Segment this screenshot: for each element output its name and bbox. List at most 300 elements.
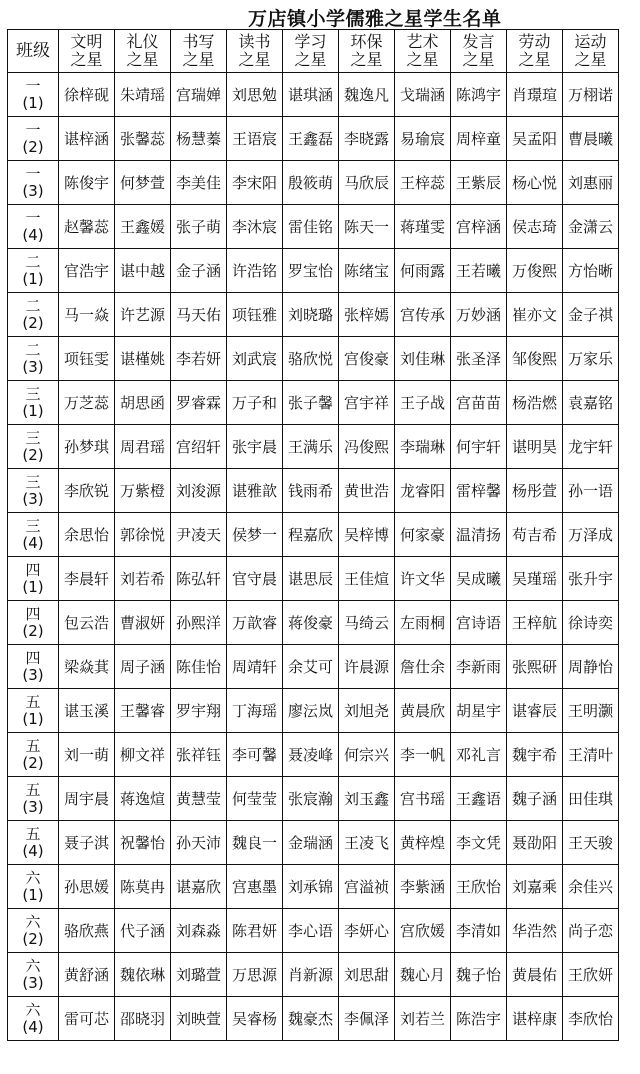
student-name-cell: 孙天沛 bbox=[171, 821, 227, 865]
class-cell bbox=[8, 601, 59, 645]
student-name-cell: 魏子怡 bbox=[451, 953, 507, 997]
student-name-cell: 张熙研 bbox=[507, 645, 563, 689]
student-name-cell: 万俊熙 bbox=[507, 249, 563, 293]
student-name-cell: 金潇云 bbox=[563, 205, 619, 249]
table-row bbox=[8, 117, 619, 161]
student-name-cell: 许艺源 bbox=[115, 293, 171, 337]
header-line1: 艺术 bbox=[406, 32, 439, 51]
header-line1: 发言 bbox=[462, 32, 495, 51]
student-name-cell: 黄梓煌 bbox=[395, 821, 451, 865]
student-name-cell: 陈天一 bbox=[339, 205, 395, 249]
student-name-cell: 吴成曦 bbox=[451, 557, 507, 601]
class-number: (1) bbox=[22, 709, 44, 728]
student-name-cell: 左雨桐 bbox=[395, 601, 451, 645]
student-name-cell: 官浩宇 bbox=[59, 249, 115, 293]
student-name-cell: 杨浩燃 bbox=[507, 381, 563, 425]
student-name-cell: 徐诗奕 bbox=[563, 601, 619, 645]
student-name-cell: 李心语 bbox=[283, 909, 339, 953]
student-name-cell: 周靖轩 bbox=[227, 645, 283, 689]
student-name-cell: 孙思媛 bbox=[59, 865, 115, 909]
header-category bbox=[339, 30, 395, 73]
header-line1: 运动 bbox=[574, 32, 607, 51]
student-name-cell: 方怡晰 bbox=[563, 249, 619, 293]
header-line2: 之星 bbox=[462, 50, 495, 69]
student-name-cell: 周梓童 bbox=[451, 117, 507, 161]
class-cell bbox=[8, 557, 59, 601]
student-name-cell: 骆欣燕 bbox=[59, 909, 115, 953]
student-name-cell: 金子祺 bbox=[563, 293, 619, 337]
student-name-cell: 聂凌峰 bbox=[283, 733, 339, 777]
student-name-cell: 王天骏 bbox=[563, 821, 619, 865]
student-name-cell: 孙一语 bbox=[563, 469, 619, 513]
student-name-cell: 张馨蕊 bbox=[115, 117, 171, 161]
student-name-cell: 万芝蕊 bbox=[59, 381, 115, 425]
student-name-cell: 苟吉希 bbox=[507, 513, 563, 557]
student-name-cell: 李文凭 bbox=[451, 821, 507, 865]
table-row bbox=[8, 161, 619, 205]
class-number: (1) bbox=[22, 401, 44, 420]
student-name-cell: 张梓嫣 bbox=[339, 293, 395, 337]
student-name-cell: 徐梓砚 bbox=[59, 73, 115, 117]
student-name-cell: 魏逸凡 bbox=[339, 73, 395, 117]
student-name-cell: 王清叶 bbox=[563, 733, 619, 777]
student-name-cell: 杨心悦 bbox=[507, 161, 563, 205]
student-name-cell: 刘晓璐 bbox=[283, 293, 339, 337]
class-cell bbox=[8, 117, 59, 161]
student-name-cell: 刘思勉 bbox=[227, 73, 283, 117]
student-name-cell: 廖沄岚 bbox=[283, 689, 339, 733]
student-name-cell: 陈莫冉 bbox=[115, 865, 171, 909]
student-name-cell: 何梦萱 bbox=[115, 161, 171, 205]
header-line2: 之星 bbox=[518, 50, 551, 69]
student-name-cell: 宫欣媛 bbox=[395, 909, 451, 953]
header-line2: 之星 bbox=[294, 50, 327, 69]
student-name-cell: 何雨露 bbox=[395, 249, 451, 293]
class-number: (2) bbox=[22, 621, 44, 640]
table-row bbox=[8, 249, 619, 293]
student-name-cell: 张宸瀚 bbox=[283, 777, 339, 821]
student-name-cell: 钱雨希 bbox=[283, 469, 339, 513]
student-name-cell: 骆欣悦 bbox=[283, 337, 339, 381]
grade-label: 五 bbox=[25, 736, 41, 755]
class-cell bbox=[8, 425, 59, 469]
student-name-cell: 刘嘉乘 bbox=[507, 865, 563, 909]
student-name-cell: 邵晓羽 bbox=[115, 997, 171, 1041]
student-name-cell: 谌梓涵 bbox=[59, 117, 115, 161]
class-cell bbox=[8, 249, 59, 293]
table-row bbox=[8, 469, 619, 513]
student-name-cell: 戈瑞涵 bbox=[395, 73, 451, 117]
student-name-cell: 谌槿姚 bbox=[115, 337, 171, 381]
student-name-cell: 张子萌 bbox=[171, 205, 227, 249]
student-name-cell: 崔亦文 bbox=[507, 293, 563, 337]
student-name-cell: 马欣辰 bbox=[339, 161, 395, 205]
student-name-cell: 王子战 bbox=[395, 381, 451, 425]
student-name-cell: 万歆睿 bbox=[227, 601, 283, 645]
student-name-cell: 罗宇翔 bbox=[171, 689, 227, 733]
student-name-cell: 谌玉溪 bbox=[59, 689, 115, 733]
grade-label: 二 bbox=[25, 340, 41, 359]
header-class bbox=[8, 30, 59, 73]
class-number: (3) bbox=[22, 665, 44, 684]
class-number: (3) bbox=[22, 797, 44, 816]
student-name-cell: 刘璐萱 bbox=[171, 953, 227, 997]
student-name-cell: 张子馨 bbox=[283, 381, 339, 425]
grade-label: 一 bbox=[25, 164, 41, 183]
header-line2: 之星 bbox=[238, 50, 271, 69]
student-name-cell: 余思怡 bbox=[59, 513, 115, 557]
student-name-cell: 刘惠丽 bbox=[563, 161, 619, 205]
student-name-cell: 刘承锦 bbox=[283, 865, 339, 909]
student-name-cell: 张宇晨 bbox=[227, 425, 283, 469]
header-line1: 班级 bbox=[16, 41, 50, 61]
student-name-cell: 黄晨欣 bbox=[395, 689, 451, 733]
grade-label: 三 bbox=[25, 516, 41, 535]
student-name-cell: 谌睿辰 bbox=[507, 689, 563, 733]
class-number: (1) bbox=[22, 577, 44, 596]
student-name-cell: 王梓蕊 bbox=[395, 161, 451, 205]
student-name-cell: 谌梓康 bbox=[507, 997, 563, 1041]
class-cell bbox=[8, 205, 59, 249]
class-number: (3) bbox=[22, 357, 44, 376]
student-name-cell: 宫宇祥 bbox=[339, 381, 395, 425]
student-name-cell: 刘若希 bbox=[115, 557, 171, 601]
student-name-cell: 刘浚源 bbox=[171, 469, 227, 513]
student-name-cell: 肖璟瑄 bbox=[507, 73, 563, 117]
table-row bbox=[8, 557, 619, 601]
student-name-cell: 冯俊熙 bbox=[339, 425, 395, 469]
student-name-cell: 宫惠墨 bbox=[227, 865, 283, 909]
header-line1: 环保 bbox=[350, 32, 383, 51]
student-name-cell: 王馨睿 bbox=[115, 689, 171, 733]
grade-label: 一 bbox=[25, 120, 41, 139]
student-name-cell: 刘武宸 bbox=[227, 337, 283, 381]
student-name-cell: 代子涵 bbox=[115, 909, 171, 953]
student-name-cell: 黄舒涵 bbox=[59, 953, 115, 997]
student-name-cell: 胡思函 bbox=[115, 381, 171, 425]
class-cell bbox=[8, 689, 59, 733]
table-row bbox=[8, 689, 619, 733]
student-name-cell: 李新雨 bbox=[451, 645, 507, 689]
student-name-cell: 万家乐 bbox=[563, 337, 619, 381]
student-name-cell: 龙睿阳 bbox=[395, 469, 451, 513]
student-name-cell: 丁海瑶 bbox=[227, 689, 283, 733]
student-name-cell: 李若妍 bbox=[171, 337, 227, 381]
student-name-cell: 万栩诺 bbox=[563, 73, 619, 117]
student-name-cell: 万思源 bbox=[227, 953, 283, 997]
table-row bbox=[8, 645, 619, 689]
student-name-cell: 陈浩宇 bbox=[451, 997, 507, 1041]
student-name-cell: 李宋阳 bbox=[227, 161, 283, 205]
student-name-cell: 包云浩 bbox=[59, 601, 115, 645]
student-name-cell: 李欣锐 bbox=[59, 469, 115, 513]
table-row bbox=[8, 337, 619, 381]
student-name-cell: 马天佑 bbox=[171, 293, 227, 337]
student-name-cell: 魏良一 bbox=[227, 821, 283, 865]
student-name-cell: 侯梦一 bbox=[227, 513, 283, 557]
student-name-cell: 项钰雅 bbox=[227, 293, 283, 337]
student-name-cell: 刘佳琳 bbox=[395, 337, 451, 381]
class-number: (2) bbox=[22, 445, 44, 464]
student-name-cell: 詹仕余 bbox=[395, 645, 451, 689]
student-name-cell: 杨慧蓁 bbox=[171, 117, 227, 161]
class-cell bbox=[8, 821, 59, 865]
student-name-cell: 殷筱萌 bbox=[283, 161, 339, 205]
student-name-cell: 陈弘轩 bbox=[171, 557, 227, 601]
student-name-cell: 余佳兴 bbox=[563, 865, 619, 909]
student-name-cell: 程嘉欣 bbox=[283, 513, 339, 557]
class-number: (2) bbox=[22, 753, 44, 772]
student-name-cell: 温清扬 bbox=[451, 513, 507, 557]
student-name-cell: 王欣妍 bbox=[563, 953, 619, 997]
class-cell bbox=[8, 777, 59, 821]
student-name-cell: 魏依琳 bbox=[115, 953, 171, 997]
class-cell bbox=[8, 909, 59, 953]
student-name-cell: 宫溢祯 bbox=[339, 865, 395, 909]
student-name-cell: 王佳煊 bbox=[339, 557, 395, 601]
header-row bbox=[8, 30, 619, 73]
grade-label: 六 bbox=[25, 1000, 41, 1019]
student-name-cell: 魏宇希 bbox=[507, 733, 563, 777]
student-name-cell: 陈君妍 bbox=[227, 909, 283, 953]
grade-label: 六 bbox=[25, 912, 41, 931]
student-name-cell: 孙熙洋 bbox=[171, 601, 227, 645]
student-name-cell: 吴睿杨 bbox=[227, 997, 283, 1041]
student-name-cell: 魏豪杰 bbox=[283, 997, 339, 1041]
student-name-cell: 张圣泽 bbox=[451, 337, 507, 381]
header-line1: 礼仪 bbox=[126, 32, 159, 51]
header-category bbox=[395, 30, 451, 73]
student-name-cell: 宫俊豪 bbox=[339, 337, 395, 381]
grade-label: 六 bbox=[25, 956, 41, 975]
student-list-table bbox=[7, 29, 619, 1041]
class-cell bbox=[8, 337, 59, 381]
class-number: (4) bbox=[22, 841, 44, 860]
student-name-cell: 雷可芯 bbox=[59, 997, 115, 1041]
student-name-cell: 李沐宸 bbox=[227, 205, 283, 249]
student-name-cell: 陈佳怡 bbox=[171, 645, 227, 689]
table-row bbox=[8, 865, 619, 909]
student-name-cell: 赵馨蕊 bbox=[59, 205, 115, 249]
student-name-cell: 马绮云 bbox=[339, 601, 395, 645]
table-row bbox=[8, 513, 619, 557]
header-line1: 书写 bbox=[182, 32, 215, 51]
header-category bbox=[171, 30, 227, 73]
student-name-cell: 周君瑶 bbox=[115, 425, 171, 469]
student-name-cell: 谌中越 bbox=[115, 249, 171, 293]
student-name-cell: 余艾可 bbox=[283, 645, 339, 689]
student-name-cell: 李晨轩 bbox=[59, 557, 115, 601]
student-name-cell: 张祥钰 bbox=[171, 733, 227, 777]
header-line1: 文明 bbox=[70, 32, 103, 51]
class-number: (2) bbox=[22, 929, 44, 948]
student-name-cell: 万紫橙 bbox=[115, 469, 171, 513]
student-name-cell: 周宇晨 bbox=[59, 777, 115, 821]
student-name-cell: 许浩铭 bbox=[227, 249, 283, 293]
student-name-cell: 胡星宇 bbox=[451, 689, 507, 733]
student-name-cell: 祝馨怡 bbox=[115, 821, 171, 865]
class-cell bbox=[8, 161, 59, 205]
student-name-cell: 雷佳铭 bbox=[283, 205, 339, 249]
student-name-cell: 谌嘉欣 bbox=[171, 865, 227, 909]
header-category bbox=[507, 30, 563, 73]
header-line2: 之星 bbox=[574, 50, 607, 69]
student-name-cell: 刘一萌 bbox=[59, 733, 115, 777]
header-line2: 之星 bbox=[126, 50, 159, 69]
student-name-cell: 柳文祥 bbox=[115, 733, 171, 777]
grade-label: 六 bbox=[25, 868, 41, 887]
student-name-cell: 田佳琪 bbox=[563, 777, 619, 821]
grade-label: 四 bbox=[25, 560, 41, 579]
student-name-cell: 侯志琦 bbox=[507, 205, 563, 249]
class-cell bbox=[8, 865, 59, 909]
table-body bbox=[8, 73, 619, 1041]
student-name-cell: 许晨源 bbox=[339, 645, 395, 689]
student-name-cell: 尹凌天 bbox=[171, 513, 227, 557]
student-name-cell: 宫瑞婵 bbox=[171, 73, 227, 117]
student-name-cell: 谌思辰 bbox=[283, 557, 339, 601]
class-number: (2) bbox=[22, 137, 44, 156]
grade-label: 二 bbox=[25, 296, 41, 315]
student-name-cell: 蒋逸煊 bbox=[115, 777, 171, 821]
grade-label: 五 bbox=[25, 824, 41, 843]
table-row bbox=[8, 425, 619, 469]
student-name-cell: 宫传承 bbox=[395, 293, 451, 337]
grade-label: 三 bbox=[25, 428, 41, 447]
student-name-cell: 朱靖瑶 bbox=[115, 73, 171, 117]
student-name-cell: 李一帆 bbox=[395, 733, 451, 777]
header-line2: 之星 bbox=[406, 50, 439, 69]
student-name-cell: 何宗兴 bbox=[339, 733, 395, 777]
student-name-cell: 蒋瑾雯 bbox=[395, 205, 451, 249]
student-name-cell: 王紫辰 bbox=[451, 161, 507, 205]
student-name-cell: 张升宇 bbox=[563, 557, 619, 601]
header-category bbox=[227, 30, 283, 73]
student-name-cell: 李妍心 bbox=[339, 909, 395, 953]
student-name-cell: 刘森淼 bbox=[171, 909, 227, 953]
student-name-cell: 王满乐 bbox=[283, 425, 339, 469]
table-row bbox=[8, 293, 619, 337]
student-name-cell: 王若曦 bbox=[451, 249, 507, 293]
student-name-cell: 王语宸 bbox=[227, 117, 283, 161]
student-name-cell: 杨彤萱 bbox=[507, 469, 563, 513]
header-category bbox=[115, 30, 171, 73]
table-row bbox=[8, 73, 619, 117]
table-row bbox=[8, 777, 619, 821]
class-number: (4) bbox=[22, 533, 44, 552]
student-name-cell: 黄晨佑 bbox=[507, 953, 563, 997]
student-name-cell: 李欣怡 bbox=[563, 997, 619, 1041]
grade-label: 四 bbox=[25, 648, 41, 667]
header-category bbox=[59, 30, 115, 73]
student-name-cell: 马一焱 bbox=[59, 293, 115, 337]
student-name-cell: 邓礼言 bbox=[451, 733, 507, 777]
student-name-cell: 谌琪涵 bbox=[283, 73, 339, 117]
class-cell bbox=[8, 469, 59, 513]
student-name-cell: 吴孟阳 bbox=[507, 117, 563, 161]
student-name-cell: 王鑫媛 bbox=[115, 205, 171, 249]
class-number: (1) bbox=[22, 269, 44, 288]
student-name-cell: 罗宝怡 bbox=[283, 249, 339, 293]
grade-label: 二 bbox=[25, 252, 41, 271]
student-name-cell: 孙梦琪 bbox=[59, 425, 115, 469]
student-name-cell: 魏心月 bbox=[395, 953, 451, 997]
student-name-cell: 陈俊宇 bbox=[59, 161, 115, 205]
student-name-cell: 刘思甜 bbox=[339, 953, 395, 997]
class-number: (3) bbox=[22, 973, 44, 992]
student-name-cell: 李晓露 bbox=[339, 117, 395, 161]
student-name-cell: 李佩泽 bbox=[339, 997, 395, 1041]
class-number: (2) bbox=[22, 313, 44, 332]
student-name-cell: 王欣怡 bbox=[451, 865, 507, 909]
student-name-cell: 尚子恋 bbox=[563, 909, 619, 953]
student-name-cell: 肖新源 bbox=[283, 953, 339, 997]
student-name-cell: 刘映萱 bbox=[171, 997, 227, 1041]
student-name-cell: 金子涵 bbox=[171, 249, 227, 293]
student-name-cell: 万妙涵 bbox=[451, 293, 507, 337]
student-name-cell: 何莹莹 bbox=[227, 777, 283, 821]
class-cell bbox=[8, 953, 59, 997]
student-name-cell: 王明灏 bbox=[563, 689, 619, 733]
student-name-cell: 周子涵 bbox=[115, 645, 171, 689]
header-line2: 之星 bbox=[70, 50, 103, 69]
student-name-cell: 刘若兰 bbox=[395, 997, 451, 1041]
student-name-cell: 项钰雯 bbox=[59, 337, 115, 381]
student-name-cell: 万子和 bbox=[227, 381, 283, 425]
grade-label: 一 bbox=[25, 208, 41, 227]
student-name-cell: 陈鸿宇 bbox=[451, 73, 507, 117]
table-row bbox=[8, 733, 619, 777]
class-cell bbox=[8, 733, 59, 777]
student-name-cell: 黄世浩 bbox=[339, 469, 395, 513]
class-number: (3) bbox=[22, 489, 44, 508]
student-name-cell: 王鑫磊 bbox=[283, 117, 339, 161]
student-name-cell: 梁焱萁 bbox=[59, 645, 115, 689]
class-number: (4) bbox=[22, 225, 44, 244]
student-name-cell: 万泽成 bbox=[563, 513, 619, 557]
class-cell bbox=[8, 645, 59, 689]
student-name-cell: 宫绍轩 bbox=[171, 425, 227, 469]
header-line1: 学习 bbox=[294, 32, 327, 51]
student-name-cell: 刘旭尧 bbox=[339, 689, 395, 733]
grade-label: 五 bbox=[25, 692, 41, 711]
header-category bbox=[451, 30, 507, 73]
grade-label: 三 bbox=[25, 472, 41, 491]
student-name-cell: 宫苗苗 bbox=[451, 381, 507, 425]
header-category bbox=[283, 30, 339, 73]
table-row bbox=[8, 953, 619, 997]
student-name-cell: 许文华 bbox=[395, 557, 451, 601]
student-name-cell: 谌雅歆 bbox=[227, 469, 283, 513]
grade-label: 一 bbox=[25, 76, 41, 95]
student-name-cell: 袁嘉铭 bbox=[563, 381, 619, 425]
header-line1: 读书 bbox=[238, 32, 271, 51]
student-name-cell: 王凌飞 bbox=[339, 821, 395, 865]
student-name-cell: 周静怡 bbox=[563, 645, 619, 689]
student-name-cell: 李瑞琳 bbox=[395, 425, 451, 469]
student-name-cell: 曹晨曦 bbox=[563, 117, 619, 161]
table-row bbox=[8, 909, 619, 953]
student-name-cell: 官守晨 bbox=[227, 557, 283, 601]
student-name-cell: 李清如 bbox=[451, 909, 507, 953]
student-name-cell: 魏子涵 bbox=[507, 777, 563, 821]
table-row bbox=[8, 381, 619, 425]
student-name-cell: 吴瑾瑶 bbox=[507, 557, 563, 601]
class-number: (1) bbox=[22, 93, 44, 112]
class-number: (4) bbox=[22, 1017, 44, 1036]
page-title: 万店镇小学儒雅之星学生名单 bbox=[248, 8, 502, 30]
grade-label: 四 bbox=[25, 604, 41, 623]
